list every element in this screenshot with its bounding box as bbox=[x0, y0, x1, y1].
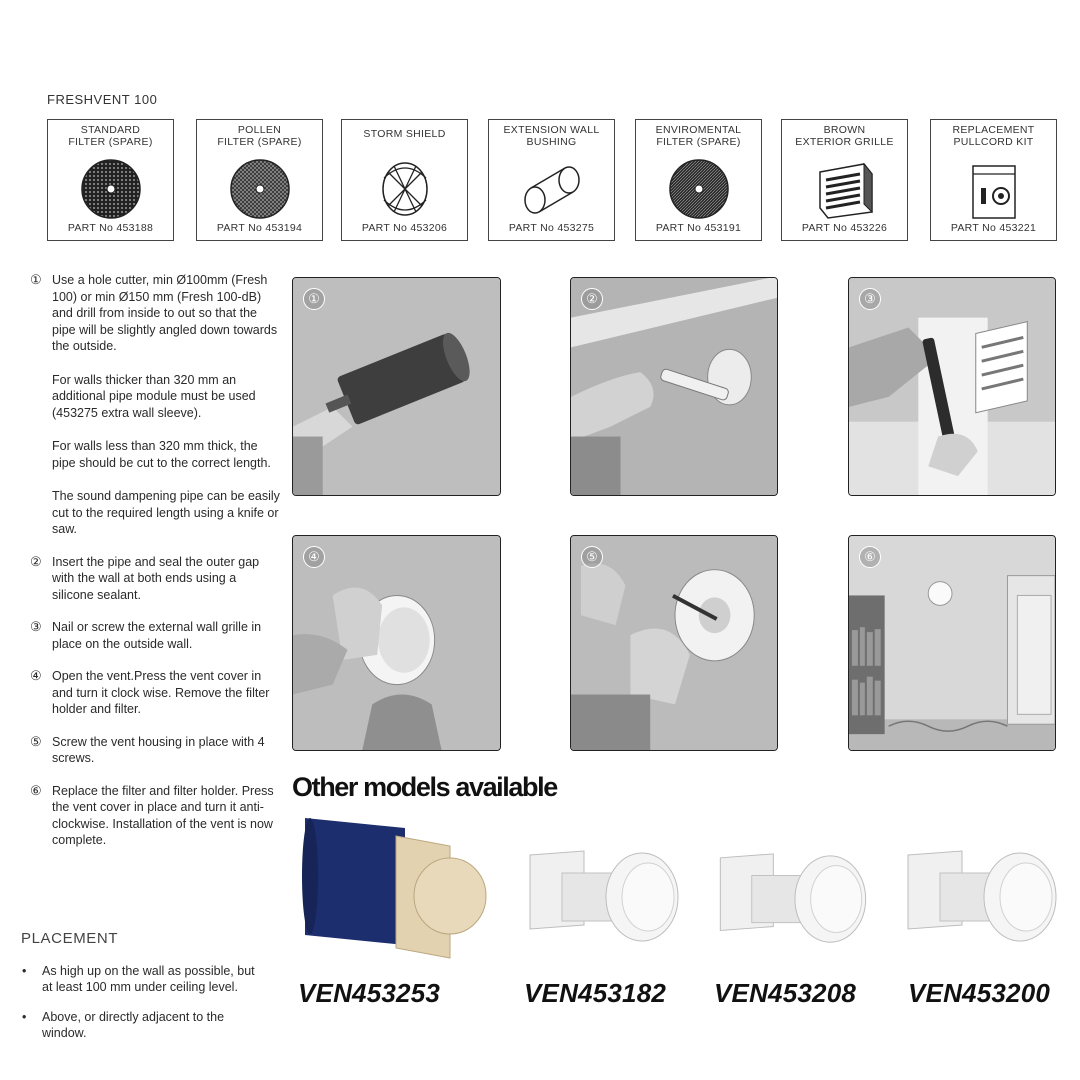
part-name: STORM SHIELD bbox=[363, 128, 446, 140]
part-name: STANDARD FILTER (SPARE) bbox=[68, 124, 153, 148]
step-number: ① bbox=[30, 272, 42, 287]
part-number: PART No 453221 bbox=[950, 222, 1037, 234]
part-box bbox=[488, 119, 615, 241]
part-number: PART No 453194 bbox=[216, 222, 303, 234]
step-text: Nail or screw the external wall grille in place on the outside wall. bbox=[52, 620, 262, 651]
part-number: PART No 453188 bbox=[67, 222, 154, 234]
step-number: ③ bbox=[30, 619, 42, 634]
installation-photo-sealing bbox=[570, 277, 778, 496]
part-name: BROWN EXTERIOR GRILLE bbox=[795, 124, 894, 148]
part-box bbox=[196, 119, 323, 241]
model-image-white-vent bbox=[712, 848, 872, 956]
pullcord-bag-icon bbox=[959, 154, 1029, 224]
part-number: PART No 453191 bbox=[655, 222, 742, 234]
part-box bbox=[635, 119, 762, 241]
section-title: FRESHVENT 100 bbox=[47, 92, 158, 107]
photo-step-number: ⑥ bbox=[859, 546, 881, 568]
photo-step-number: ① bbox=[303, 288, 325, 310]
installation-instructions bbox=[30, 272, 280, 865]
model-code: VEN453200 bbox=[908, 978, 1051, 1008]
model-image-blue-pipe bbox=[300, 810, 495, 960]
installation-photo-drilling bbox=[292, 277, 501, 496]
placement-item: • As high up on the wall as possible, but at least 100 mm under ceiling level. bbox=[22, 963, 262, 995]
spare-parts-row bbox=[47, 119, 1047, 241]
grille-icon bbox=[810, 154, 880, 224]
installation-photo-complete bbox=[848, 535, 1056, 751]
instruction-step bbox=[30, 272, 280, 538]
instruction-step bbox=[30, 783, 280, 849]
part-name: EXTENSION WALL BUSHING bbox=[503, 124, 600, 148]
step-text: Screw the vent housing in place with 4 screws. bbox=[52, 734, 265, 765]
photo-step-number: ② bbox=[581, 288, 603, 310]
photo-step-number: ⑤ bbox=[581, 546, 603, 568]
photo-step-number: ③ bbox=[859, 288, 881, 310]
instruction-step bbox=[30, 619, 280, 652]
instruction-step bbox=[30, 734, 280, 767]
model-image-white-vent bbox=[900, 845, 1062, 955]
part-box bbox=[930, 119, 1057, 241]
part-number: PART No 453206 bbox=[361, 222, 448, 234]
model-code: VEN453253 bbox=[298, 978, 441, 1008]
step-text: Open the vent.Press the vent cover in and turn it clock wise. Remove the filter holder and filter. bbox=[52, 669, 270, 716]
filter-disc-icon bbox=[76, 154, 146, 224]
storm-shield-icon bbox=[370, 154, 440, 224]
model-code: VEN453208 bbox=[714, 978, 857, 1008]
part-name: REPLACEMENT PULLCORD KIT bbox=[952, 124, 1035, 148]
part-name: ENVIROMENTAL FILTER (SPARE) bbox=[655, 124, 742, 148]
part-name: POLLEN FILTER (SPARE) bbox=[217, 124, 302, 148]
placement-title: PLACEMENT bbox=[21, 930, 119, 947]
placement-list bbox=[22, 963, 262, 1055]
photo-step-number: ④ bbox=[303, 546, 325, 568]
model-code: VEN453182 bbox=[524, 978, 667, 1008]
part-number: PART No 453275 bbox=[508, 222, 595, 234]
part-box bbox=[47, 119, 174, 241]
step-number: ⑤ bbox=[30, 733, 42, 749]
tube-icon bbox=[517, 154, 587, 224]
part-box bbox=[341, 119, 468, 241]
step-number: ④ bbox=[30, 668, 42, 683]
step-text: Insert the pipe and seal the outer gap with the wall at both ends using a silicone sealant. bbox=[52, 554, 260, 602]
step-text: Use a hole cutter, min Ø100mm (Fresh 100) or min Ø150 mm (Fresh 100-dB) and drill from inside to out so that the pipe will be slightly angled down towards the outside. bbox=[52, 273, 278, 353]
step-text: The sound dampening pipe can be easily cut to the required length using a knife or saw. bbox=[52, 489, 280, 536]
part-box bbox=[781, 119, 908, 241]
step-number: ② bbox=[30, 553, 42, 569]
step-text: For walls thicker than 320 mm an additional pipe module must be used (453275 extra wall sleeve). bbox=[52, 372, 256, 420]
placement-item: • Above, or directly adjacent to the window. bbox=[22, 1009, 262, 1041]
instruction-step bbox=[30, 668, 280, 718]
step-number: ⑥ bbox=[30, 782, 42, 798]
part-number: PART No 453226 bbox=[801, 222, 888, 234]
instruction-step bbox=[30, 554, 280, 604]
installation-photo-screw-housing bbox=[570, 535, 778, 751]
model-image-white-vent bbox=[522, 845, 684, 955]
filter-disc-icon bbox=[225, 154, 295, 224]
filter-disc-icon bbox=[664, 154, 734, 224]
step-text: Replace the filter and filter holder. Press the vent cover in place and turn it anti-clockwise. Installation of the vent is now complete. bbox=[52, 783, 274, 847]
installation-photo-open-vent bbox=[292, 535, 501, 751]
other-models-title: Other models available bbox=[292, 772, 557, 802]
installation-photo-grille bbox=[848, 277, 1056, 496]
step-text: For walls less than 320 mm thick, the pipe should be cut to the correct length. bbox=[52, 439, 271, 470]
